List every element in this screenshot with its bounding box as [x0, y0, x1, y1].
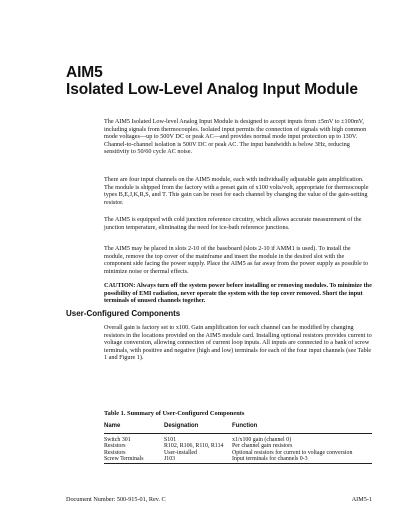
table-cell: Optional resistors for current to voltage conversion [232, 449, 353, 456]
table-row [104, 456, 372, 463]
column-header-function: Function [232, 423, 372, 433]
title-line-2: Isolated Low-Level Analog Input Module [66, 81, 358, 98]
column-header-name: Name [104, 423, 164, 433]
page-title [66, 64, 358, 98]
table-cell: Switch 301 [104, 436, 131, 443]
components-table [104, 423, 372, 464]
table-header-row [104, 423, 372, 433]
table-cell: J103 [164, 456, 232, 463]
page-number: AIM5-1 [351, 496, 372, 503]
table-cell: Screw Terminals [104, 456, 164, 463]
cold-junction-paragraph: The AIM5 is equipped with cold junction reference circuitry, which allows accurate measurement of the junction temperature, eliminating the need for ice-bath reference junctions. [104, 216, 362, 231]
table-cell: Resistors [104, 449, 126, 456]
table-cell: x1/x100 gain (channel 0) [232, 436, 292, 443]
table-cell: R102, R106, R110, R114 [164, 443, 224, 450]
table-cell: User-installed [164, 449, 197, 456]
column-header-designation: Designation [164, 423, 232, 433]
table-cell: Per channel gain resistors [232, 443, 293, 450]
table-cell: Resistors [104, 443, 126, 450]
intro-paragraph: The AIM5 Isolated Low-level Analog Input Module is designed to accept inputs from ±5mV to ±100mV, including signals from thermocouples. Isolated input permits the connection of signals with high common mode voltages—up to 500V DC or peak AC—and provides normal mode input protection up to 130V. Channel-to-channel isolation is 500V DC or peak AC. The input bandwidth is below 3Hz, reducing sensitivity to 50/60 cycle AC noise. [104, 118, 367, 156]
slots-paragraph: The AIM5 may be placed in slots 2-10 of the baseboard (slots 2-10 if AMM1 is used). To install the module, remove the top cover of the mainframe and insert the module in the desired slot with the component side facing the power supply. Place the AIM5 as far away from the power supply as possible to minimize noise or thermal effects. [104, 245, 369, 275]
table-cell: Input terminals for channels 0-3 [232, 456, 372, 463]
table-row [104, 443, 372, 450]
document-number: Document Number: 500-915-01, Rev. C [66, 496, 166, 503]
title-line-1: AIM5 [66, 64, 103, 81]
channels-paragraph: There are four input channels on the AIM5 module, each with individually adjustable gain amplification. The module is shipped from the factory with a preset gain of x100 volts/volt, appropriate for thermocouple types B,E,J,K,R,S, and T. This gain can be reset for each channel by changing the value of the gain-setting resistor. [104, 176, 369, 206]
table-row [104, 433, 372, 443]
user-config-paragraph: Overall gain is factory set to x100. Gain amplification for each channel can be modified by changing resistors in the locations provided on the AIM5 module card. Installing optional resistors provides current to voltage conversion, allowing connection of current loop inputs. All inputs are connected to a bank of screw terminals, with positive and negative (high and low) terminals for each of the four input channels (see Table 1 and Figure 1). [104, 324, 372, 362]
table-cell: S101 [164, 436, 177, 443]
table-title: Table 1. Summary of User-Configured Components [104, 410, 245, 417]
section-heading: User-Configured Components [66, 309, 181, 318]
caution-paragraph: CAUTION: Always turn off the system power before installing or removing modules. To minimize the possibility of EMI radiation, never operate the system with the top cover removed. Short the input terminals of unused channels together. [104, 282, 372, 305]
